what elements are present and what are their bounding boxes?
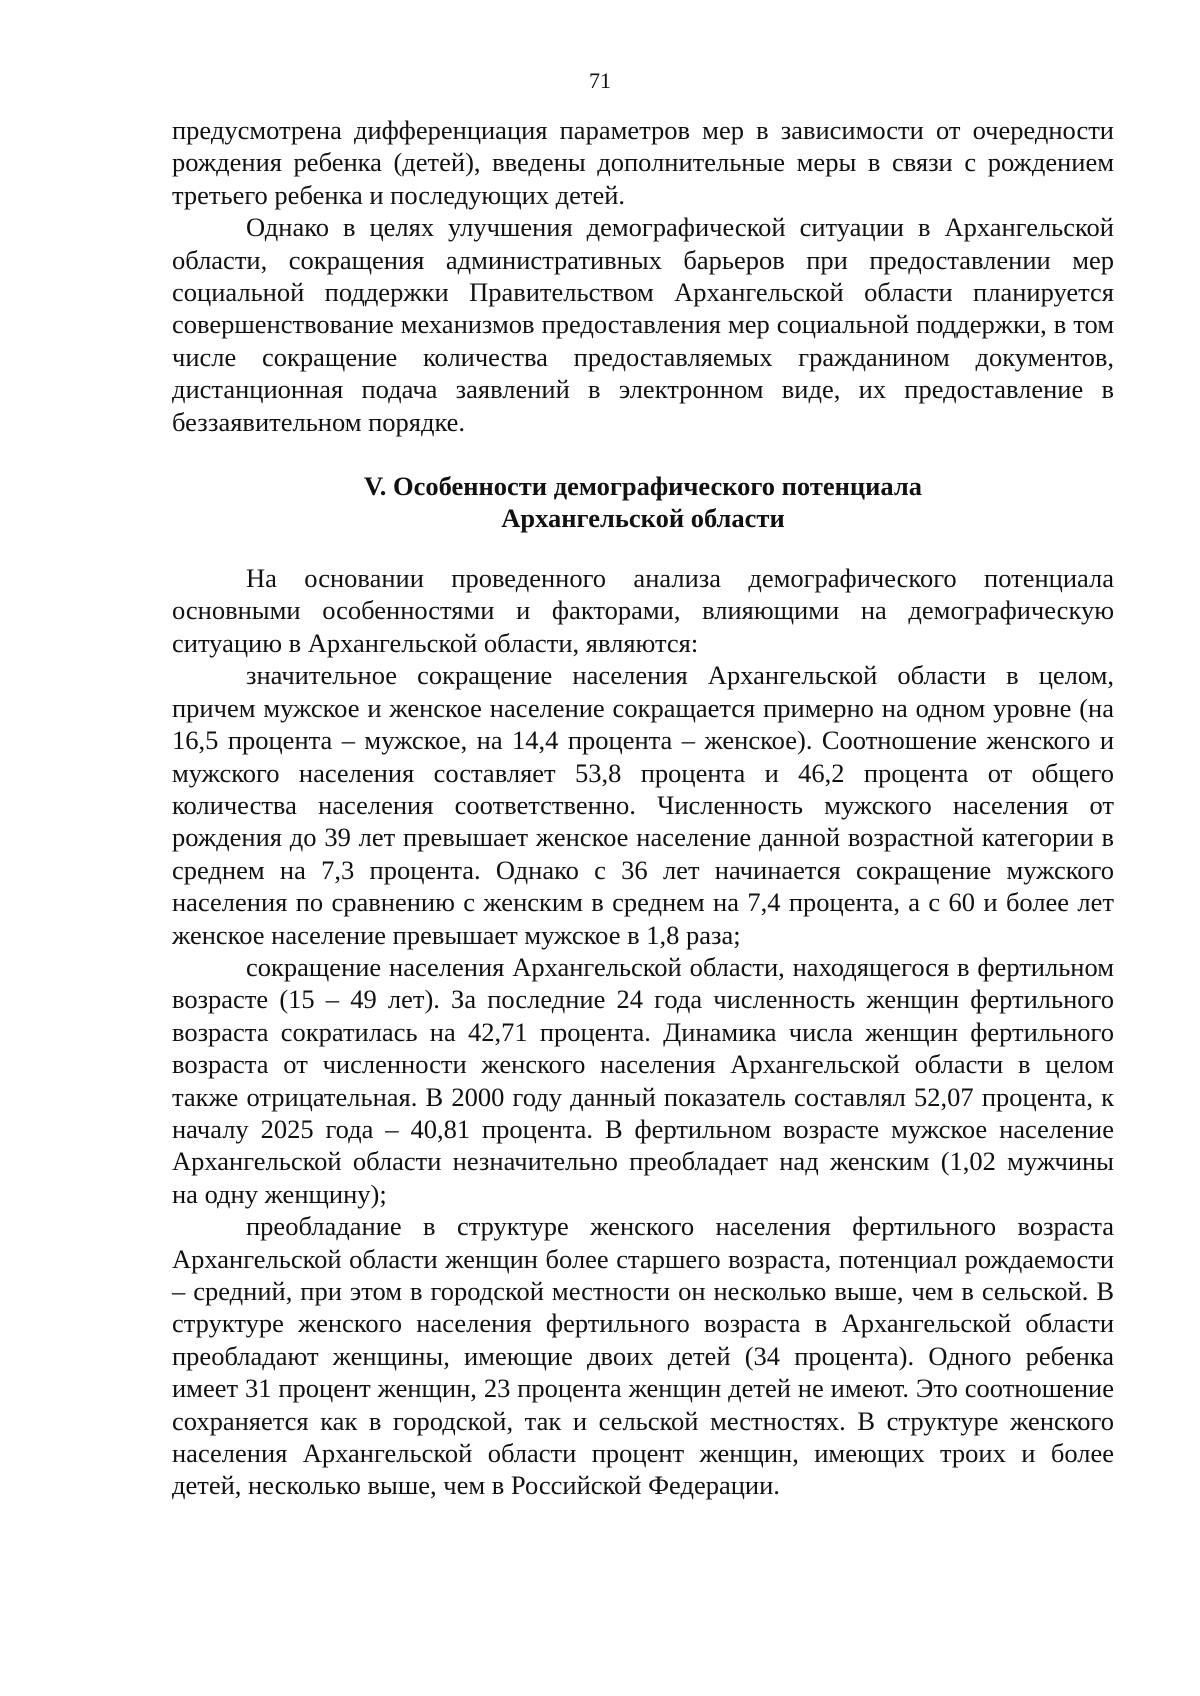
section-heading <box>172 470 1114 534</box>
paragraph-analysis-intro: На основании проведенного анализа демографического потенциала основными особенностями и факторами, влияющими на демографическую ситуацию в Архангельской области, являются: <box>172 563 1114 658</box>
paragraph-continuation: предусмотрена дифференциация параметров мер в зависимости от очередности рождения ребенка (детей), введены дополнительные меры в связи с рождением третьего ребенка и последующих детей. <box>172 115 1114 210</box>
section-heading-line-2: Архангельской области <box>501 503 785 534</box>
section-heading-line-1: V. Особенности демографического потенциала <box>363 471 923 502</box>
paragraph-population-decline: значительное сокращение населения Архангельской области в целом, причем мужское и женское население сокращается примерно на одном уровне (на 16,5 процента – мужское, на 14,4 процента – женское). Соотношение женского и мужского населения составляет 53,8 процента и 46,2 процента от общего количества населения соответственно. Численность мужского населения от рождения до 39 лет превышает женское население данной возрастной категории в среднем на 7,3 процента. Однако с 36 лет начинается сокращение мужского населения по сравнению с женским в среднем на 7,4 процента, а с 60 и более лет женское население превышает мужское в 1,8 раза; <box>172 660 1114 950</box>
paragraph-female-structure: преобладание в структуре женского населения фертильного возраста Архангельской области женщин более старшего возраста, потенциал рождаемости – средний, при этом в городской местности он несколько выше, чем в сельской. В структуре женского населения фертильного возраста в Архангельской области преобладают женщины, имеющие двоих детей (34 процента). Одного ребенка имеет 31 процент женщин, 23 процента женщин детей не имеют. Это соотношение сохраняется как в городской, так и сельской местностях. В структуре женского населения Архангельской области процент женщин, имеющих троих и более детей, несколько выше, чем в Российской Федерации. <box>172 1211 1114 1501</box>
page-number: 71 <box>589 68 611 93</box>
paragraph-improvement-plans: Однако в целях улучшения демографической ситуации в Архангельской области, сокращения административных барьеров при предоставлении мер социальной поддержки Правительством Архангельской области планируется совершенствование механизмов предоставления мер социальной поддержки, в том числе сокращение количества предоставляемых гражданином документов, дистанционная подача заявлений в электронном виде, их предоставление в беззаявительном порядке. <box>172 212 1114 437</box>
paragraph-fertile-age-decline: сокращение населения Архангельской области, находящегося в фертильном возрасте (15 – 49 лет). За последние 24 года численность женщин фертильного возраста сократилась на 42,71 процента. Динамика числа женщин фертильного возраста от численности женского населения Архангельской области в целом также отрицательная. В 2000 году данный показатель составлял 52,07 процента, к началу 2025 года – 40,81 процента. В фертильном возрасте мужское население Архангельской области незначительно преобладает над женским (1,02 мужчины на одну женщину); <box>172 951 1114 1209</box>
document-body <box>172 114 1114 1502</box>
